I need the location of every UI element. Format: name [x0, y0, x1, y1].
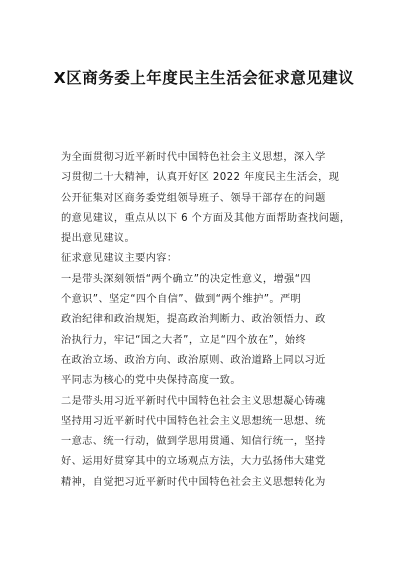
- body-line: 平同志为核心的党中央保持高度一致。: [61, 375, 241, 387]
- body-line: 好、运用好贯穿其中的立场观点方法，大力弘扬伟大建党: [61, 456, 326, 468]
- body-line: 公开征集对区商务委党组领导班子、领导干部存在的问题: [61, 192, 326, 204]
- body-line: 一是带头深刻领悟“两个确立”的决定性意义，增强“四: [61, 273, 311, 285]
- body-line: 的意见建议，重点从以下 6 个方面及其他方面帮助查找问题，: [61, 212, 351, 224]
- body-line: 二是带头用习近平新时代中国特色社会主义思想凝心铸魂: [61, 395, 326, 407]
- body-line: 一意志、统一行动，做到学思用贯通、知信行统一，坚持: [61, 436, 326, 448]
- document-body: [61, 148, 361, 493]
- body-line: 个意识”、坚定“四个自信”、做到“两个维护”。严明: [61, 294, 302, 306]
- body-line: 精神，自觉把习近平新时代中国特色社会主义思想转化为: [61, 476, 326, 488]
- document-title: X区商务委上年度民主生活会征求意见建议: [53, 69, 355, 87]
- body-line: 在政治立场、政治方向、政治原则、政治道路上同以习近: [61, 354, 326, 366]
- body-line: 提出意见建议。: [61, 233, 136, 245]
- body-line: 治执行力，牢记“国之大者”，立足“四个放在”，始终: [61, 334, 307, 346]
- body-line: 为全面贯彻习近平新时代中国特色社会主义思想，深入学: [61, 152, 326, 163]
- body-line: 征求意见建议主要内容：: [61, 253, 178, 265]
- body-line: 政治纪律和政治规矩，提高政治判断力、政治领悟力、政: [61, 314, 326, 326]
- body-line: 习贯彻二十大精神，认真开好区 2022 年度民主生活会，现: [61, 172, 340, 184]
- body-line: 坚持用习近平新时代中国特色社会主义思想统一思想、统: [61, 415, 326, 427]
